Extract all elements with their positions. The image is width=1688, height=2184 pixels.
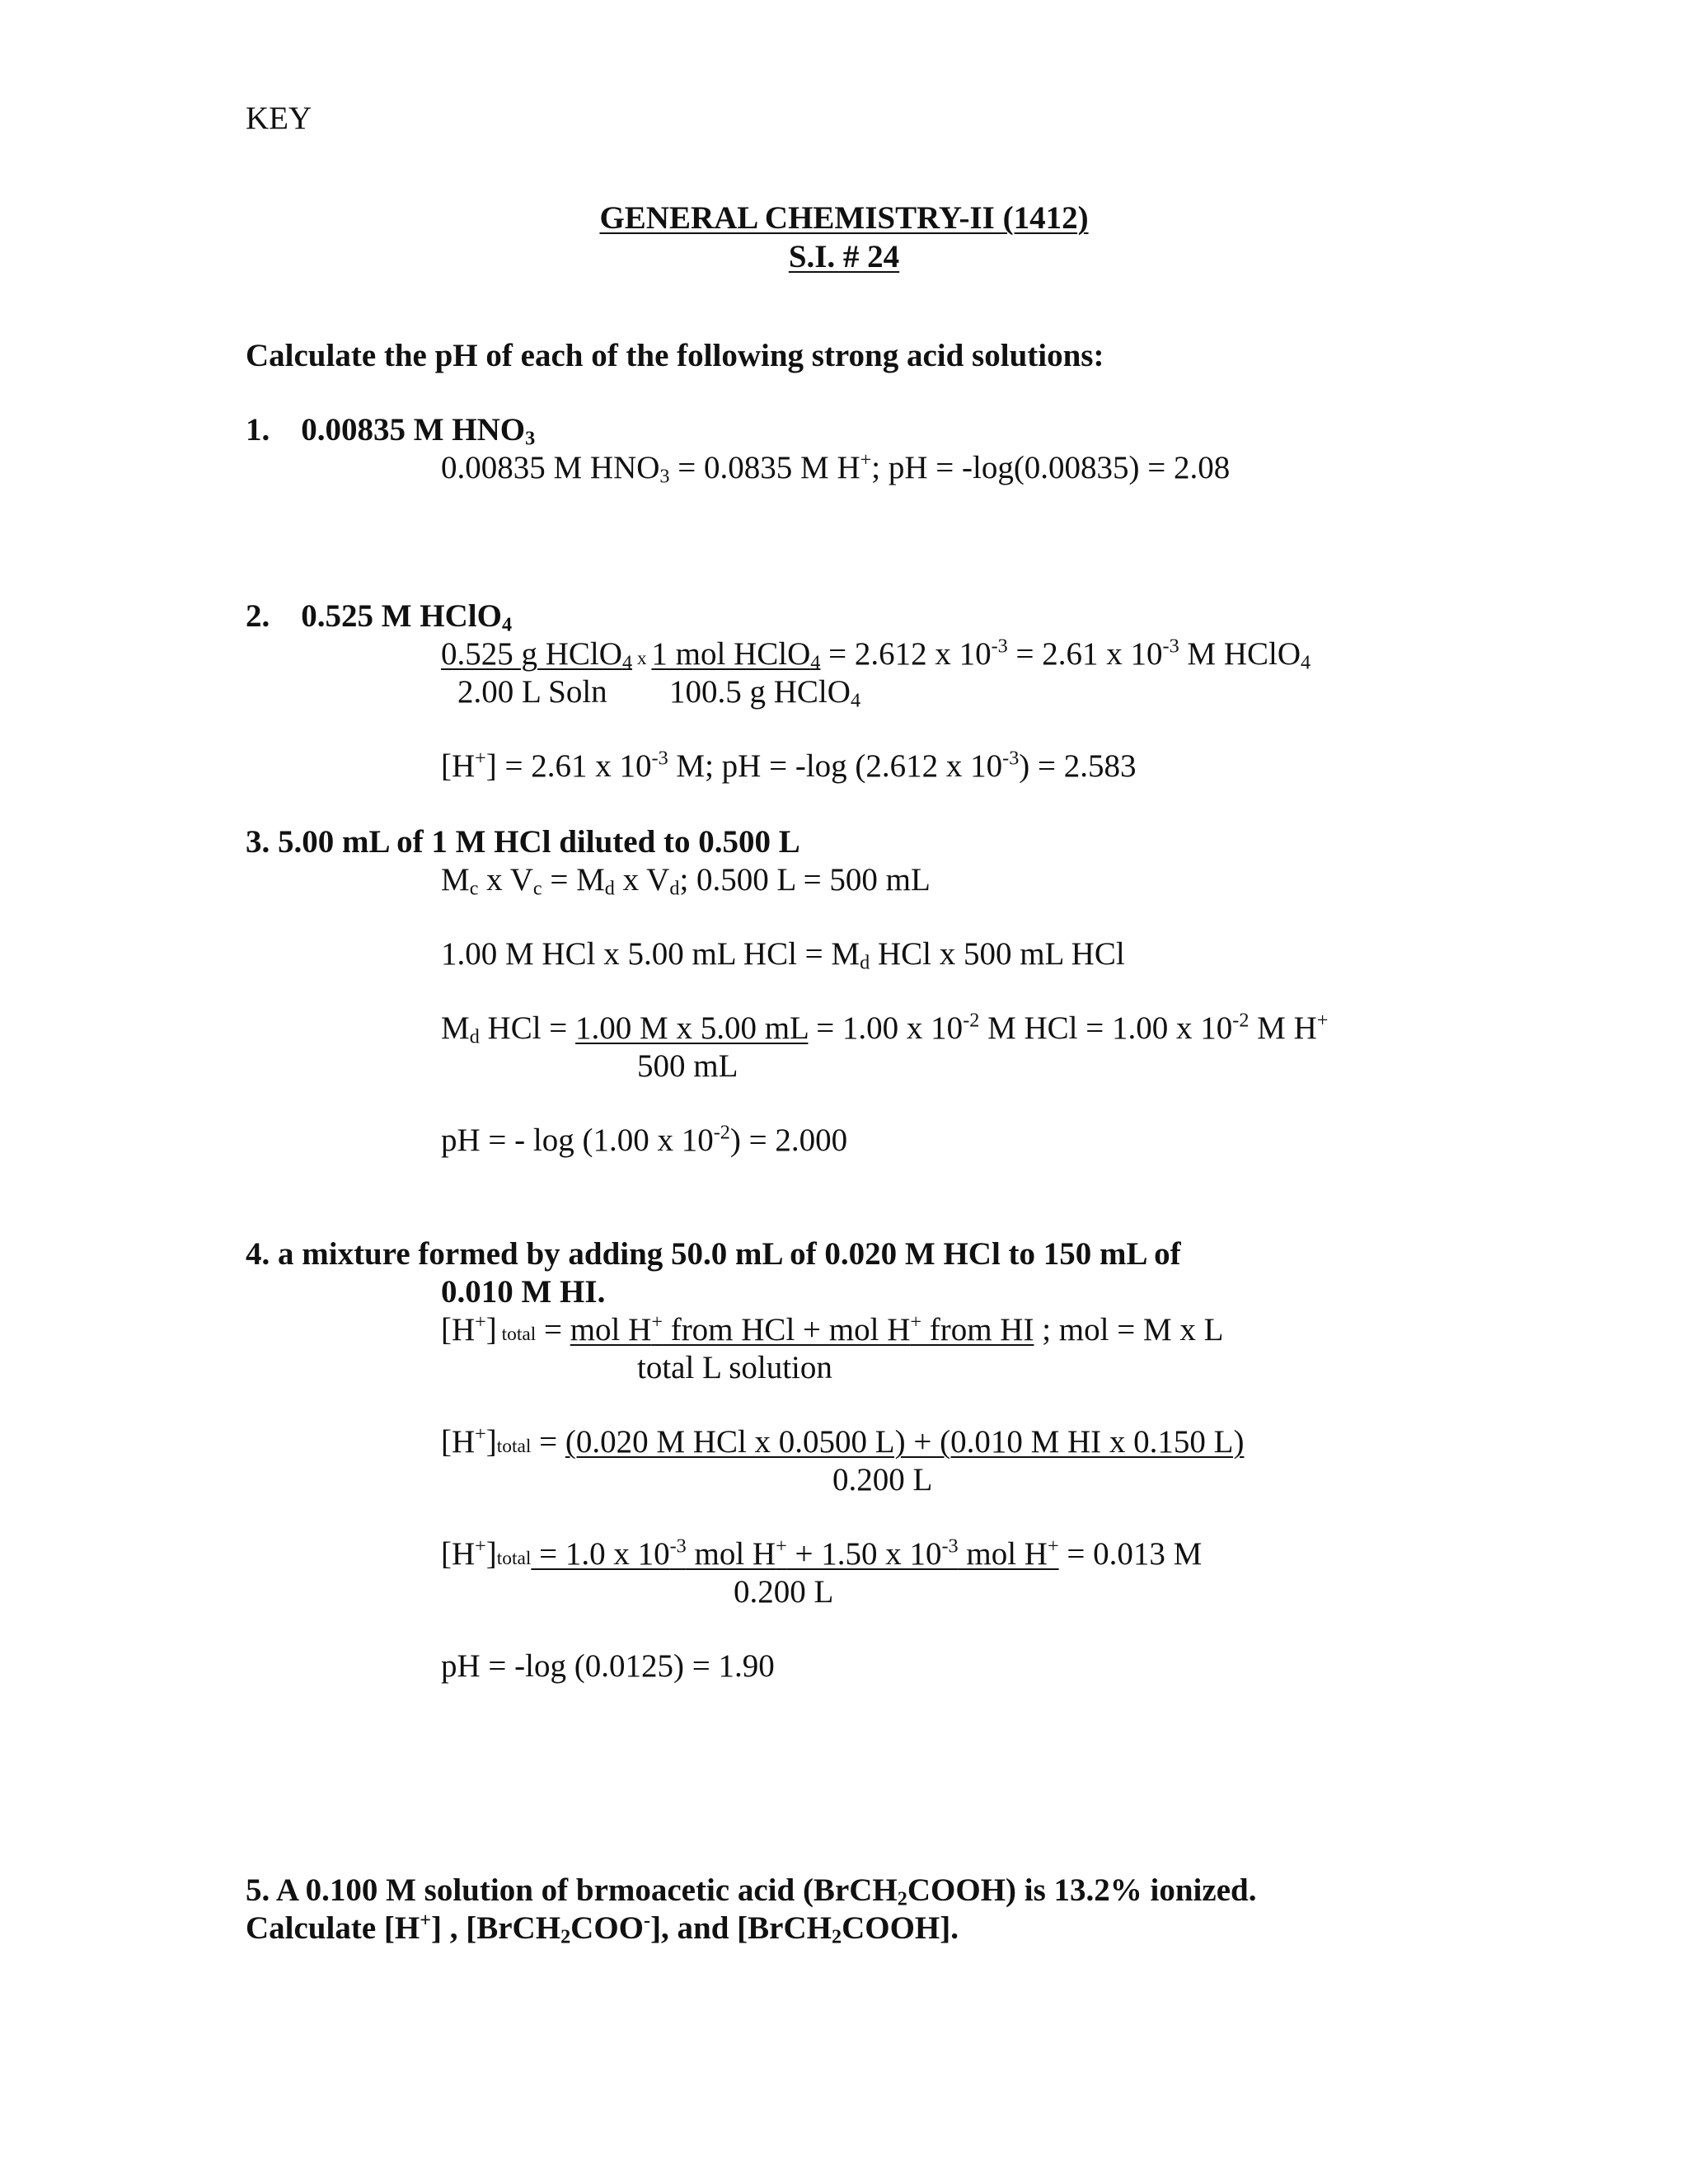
q4-title-line-2: 0.010 M HI. [441, 1274, 606, 1310]
q4-total-formula: [H+] total = mol H+ from HCl + mol H+ from HI ; mol = M x L [441, 1310, 1224, 1347]
q3-ph-result: pH = - log (1.00 x $10^{-2}) = 2.000$ [441, 1121, 848, 1158]
q5-line-2: Calculate [H+] , [BrCH$_2$COO-], and [BrCH$_2$COOH]. [246, 1909, 959, 1948]
q4-moles-denominator: 0.200 L [734, 1574, 834, 1610]
q3-dilution-formula: $M_c$ x $V_c = M_d$ x $V_d$; 0.500 L = 500 mL [441, 862, 931, 900]
q4-title-line-1: 4. a mixture formed by adding 50.0 mL of 0.020 M HCl to 150 mL of [246, 1236, 1181, 1272]
q1-answer: 0.00835 M $HNO_3 = 0.0835$ M H+; pH = -log(0.00835) = 2.08 [441, 448, 1231, 488]
session-number: S.I. # 24 [788, 239, 900, 274]
q4-formula-denominator: total L solution [637, 1350, 832, 1385]
q4-ph-result: pH = -log (0.0125) = 1.90 [441, 1648, 775, 1684]
q4-substitution-denominator: 0.200 L [832, 1462, 933, 1497]
q3-title: 3. 5.00 mL of 1 M HCl diluted to 0.500 L [246, 824, 800, 860]
q1-title: 1. 0.00835 M $HNO_3$ [246, 412, 536, 450]
q4-substitution: [H+]total = (0.020 M HCl x 0.0500 L) + (0.010 M HI x 0.150 L) [441, 1422, 1245, 1460]
q2-conversion: 0.525 g HClO$_4$ x 1 mol HClO$_4$ = 2.612 x $10^{-3} = 2.61$ x $10^{-3}$ M HClO$_4$ [441, 635, 1311, 674]
q2-denominator-1: 2.00 L Soln [457, 674, 607, 710]
q2-title: 2. 0.525 M HClO$_4$ [246, 598, 513, 636]
q3-concentration: $M_d$ HCl = 1.00 M x 5.00 mL = 1.00 x $10^{-2}$ M HCl = 1.00 x $10^{-2}$ M H+ [441, 1009, 1329, 1048]
q5-line-1: 5. A 0.100 M solution of brmoacetic acid (BrCH$_2$COOH) is 13.2% ionized. [246, 1872, 1257, 1910]
q3-substitution: 1.00 M HCl x 5.00 mL HCl = $M_d$ HCl x 500 mL HCl [441, 936, 1125, 974]
q2-ph-result: [H+] = 2.61 x $10^{-3}$ M; pH = -log (2.612 x $10^{-3}) = 2.583$ [441, 747, 1137, 784]
q4-moles-sum: [H+]total = 1.0 x $10^{-3}$ mol H+ + 1.50 x $10^{-3}$ mol H+ = 0.013 M [441, 1535, 1203, 1572]
key-label: KEY [246, 101, 312, 136]
q3-denominator: 500 mL [637, 1048, 738, 1084]
instruction: Calculate the pH of each of the following strong acid solutions: [246, 338, 1104, 373]
course-title: GENERAL CHEMISTRY-II (1412) [599, 200, 1089, 236]
q2-denominator-2: 100.5 g HClO$_4$ [669, 674, 861, 712]
